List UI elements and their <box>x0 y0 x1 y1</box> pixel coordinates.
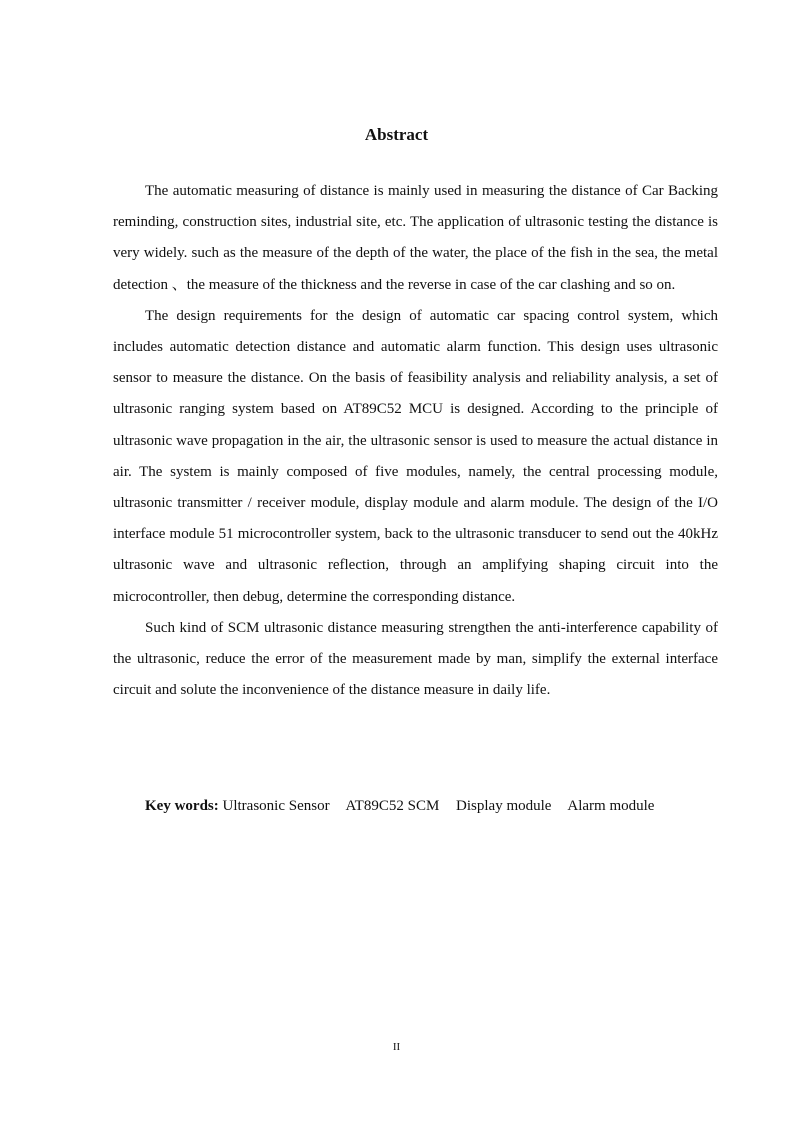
keyword-item: Ultrasonic Sensor <box>222 798 330 814</box>
keyword-item: Display module <box>456 798 552 814</box>
keywords-label: Key words: <box>145 798 219 814</box>
keywords-line <box>145 795 725 817</box>
abstract-body <box>113 176 718 706</box>
keyword-item: Alarm module <box>567 798 655 814</box>
paragraph-3: Such kind of SCM ultrasonic distance measuring strengthen the anti-interference capability of the ultrasonic, reduce the error of the measurement made by man, simplify the external interface circuit and solute the inconvenience of the distance measure in daily life. <box>113 619 718 699</box>
paragraph-1: The automatic measuring of distance is mainly used in measuring the distance of Car Backing reminding, construction sites, industrial site, etc. The application of ultrasonic testing the distance is very widely. such as the measure of the depth of the water, the place of the fish in the sea, the metal detection 、the measure of the thickness and the reverse in case of the car clashing and so on. <box>113 183 718 293</box>
keyword-item: AT89C52 SCM <box>345 798 440 814</box>
page-number: II <box>392 1041 401 1053</box>
paragraph-2: The design requirements for the design of automatic car spacing control system, which includes automatic detection distance and automatic alarm function. This design uses ultrasonic sensor to measure the distance. On the basis of feasibility analysis and reliability analysis, a set of ultrasonic ranging system based on AT89C52 MCU is designed. According to the principle of ultrasonic wave propagation in the air, the ultrasonic sensor is used to measure the actual distance in air. The system is mainly composed of five modules, namely, the central processing module, ultrasonic transmitter / receiver module, display module and alarm module. The design of the I/O interface module 51 microcontroller system, back to the ultrasonic transducer to send out the 40kHz ultrasonic wave and ultrasonic reflection, through an amplifying shaping circuit into the microcontroller, then debug, determine the corresponding distance. <box>113 307 718 605</box>
page-title: Abstract <box>364 125 429 144</box>
